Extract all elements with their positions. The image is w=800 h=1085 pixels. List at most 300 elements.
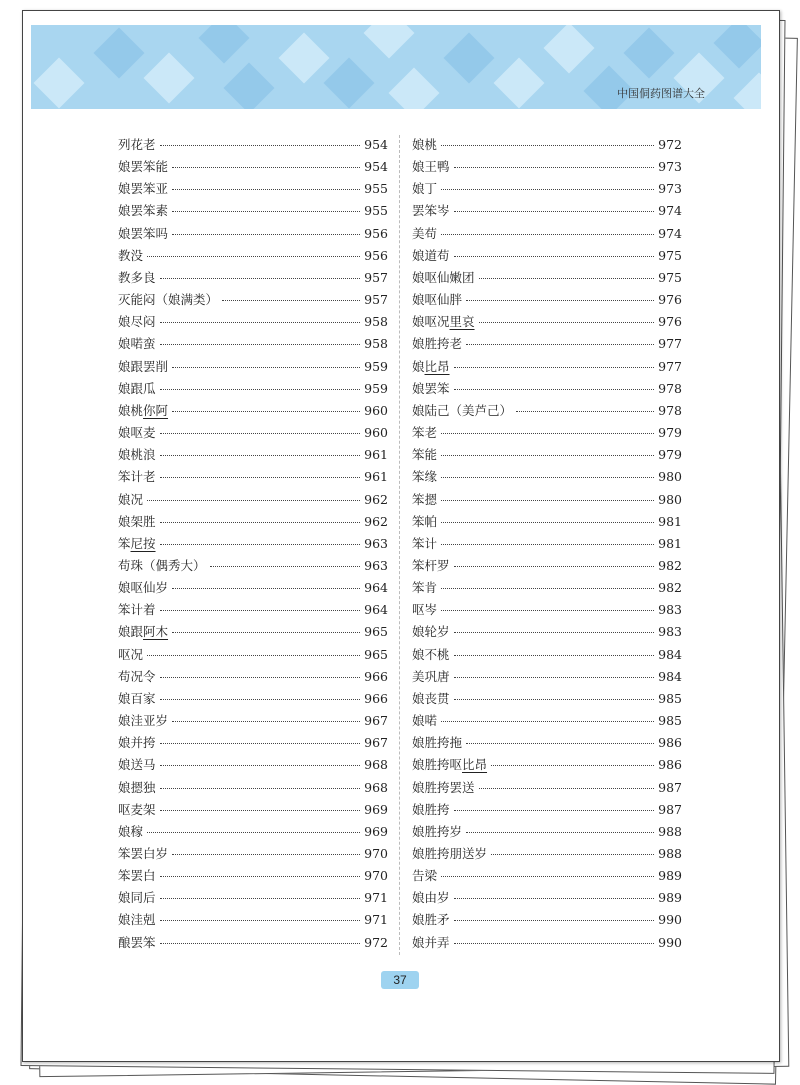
dot-leader <box>160 788 361 789</box>
toc-entry[interactable] <box>412 423 682 445</box>
toc-entry-name <box>412 490 437 508</box>
entry-name-text: 娘丁 <box>412 181 438 197</box>
toc-entry-name <box>412 667 450 685</box>
entry-name-text: 娘况 <box>118 491 144 507</box>
toc-entry-page: 976 <box>658 292 682 308</box>
toc-entry[interactable] <box>118 334 388 356</box>
entry-name-text: 笨肯 <box>412 580 438 596</box>
entry-name-text: 娘呕况 <box>412 314 450 330</box>
toc-entry-page: 955 <box>364 203 388 219</box>
toc-entry-page: 961 <box>364 447 388 463</box>
toc-entry[interactable] <box>118 445 388 467</box>
toc-entry-page: 963 <box>364 557 388 573</box>
dot-leader <box>441 876 654 877</box>
toc-entry-page: 971 <box>364 890 388 906</box>
toc-entry[interactable] <box>412 379 682 401</box>
toc-entry-name <box>412 312 475 330</box>
toc-entry[interactable] <box>412 135 682 157</box>
toc-entry-page: 987 <box>658 801 682 817</box>
toc-entry[interactable] <box>118 379 388 401</box>
toc-entry-page: 983 <box>658 624 682 640</box>
toc-entry[interactable] <box>118 201 388 223</box>
toc-entry-name <box>118 578 168 596</box>
toc-entry-page: 969 <box>364 823 388 839</box>
toc-entry-page: 966 <box>364 690 388 706</box>
toc-entry-name <box>412 379 450 397</box>
entry-name-underlined: 你阿 <box>143 402 169 418</box>
toc-entry[interactable] <box>118 667 388 689</box>
dot-leader <box>160 389 361 390</box>
entry-name-text: 娘王鸭 <box>412 159 450 175</box>
diamond-pattern-shape <box>224 63 275 109</box>
toc-entry-name <box>412 445 437 463</box>
entry-name-text: 娘罢笨素 <box>118 203 169 219</box>
toc-entry-page: 959 <box>364 358 388 374</box>
entry-name-text: 娘胜挎 <box>412 801 450 817</box>
toc-entry-name <box>412 157 450 175</box>
entry-name-text: 笨摁 <box>412 491 438 507</box>
toc-entry-name <box>412 645 450 663</box>
entry-name-text: 娘道苟 <box>412 247 450 263</box>
toc-entry-page: 974 <box>658 203 682 219</box>
dot-leader <box>172 234 360 235</box>
toc-entry-name <box>118 556 206 574</box>
toc-entry[interactable] <box>118 800 388 822</box>
toc-entry-name <box>412 534 437 552</box>
toc-entry-page: 982 <box>658 580 682 596</box>
toc-entry[interactable] <box>412 490 682 512</box>
dot-leader <box>491 854 654 855</box>
dot-leader <box>466 300 654 301</box>
entry-name-text: 笨 <box>118 535 131 551</box>
toc-entry-page: 967 <box>364 713 388 729</box>
toc-entry[interactable] <box>412 667 682 689</box>
toc-entry[interactable] <box>412 357 682 379</box>
dot-leader <box>172 211 360 212</box>
toc-entry[interactable] <box>118 423 388 445</box>
toc-entry[interactable] <box>412 822 682 844</box>
entry-name-text: 娘胜挎拖 <box>412 735 463 751</box>
toc-entry[interactable] <box>412 290 682 312</box>
toc-entry[interactable] <box>412 578 682 600</box>
dot-leader <box>160 699 361 700</box>
toc-entry-page: 960 <box>364 425 388 441</box>
entry-name-text: 笨能 <box>412 447 438 463</box>
toc-entry[interactable] <box>412 534 682 556</box>
toc-entry-name <box>118 490 143 508</box>
toc-entry-page: 965 <box>364 646 388 662</box>
toc-entry-name <box>118 357 168 375</box>
entry-name-text: 呕岑 <box>412 602 438 618</box>
toc-entry-page: 977 <box>658 358 682 374</box>
dot-leader <box>222 300 360 301</box>
entry-name-text: 笨缘 <box>412 469 438 485</box>
toc-entry-page: 985 <box>658 713 682 729</box>
entry-name-text: 娘尽闷 <box>118 314 156 330</box>
entry-name-text: 娘罢笨 <box>412 380 450 396</box>
dot-leader <box>172 632 360 633</box>
toc-entry[interactable] <box>412 512 682 534</box>
dot-leader <box>454 898 655 899</box>
entry-name-text: 娘胜挎朋送岁 <box>412 846 488 861</box>
entry-name-text: 教没 <box>118 247 144 263</box>
toc-entry-page: 986 <box>658 735 682 751</box>
entry-name-text: 苟珠（偶秀大） <box>118 557 206 573</box>
dot-leader <box>479 788 655 789</box>
diamond-pattern-shape <box>199 25 250 63</box>
toc-entry-page: 980 <box>658 491 682 507</box>
toc-entry-name <box>118 600 156 618</box>
entry-name-text: 教多良 <box>118 269 156 285</box>
toc-entry-page: 968 <box>364 757 388 773</box>
toc-entry-name <box>118 512 156 530</box>
dot-leader <box>147 655 360 656</box>
toc-entry[interactable] <box>118 933 388 955</box>
toc-entry-page: 957 <box>364 292 388 308</box>
toc-entry-page: 956 <box>364 225 388 241</box>
entry-name-text: 娘跟瓜 <box>118 380 156 396</box>
toc-entry[interactable] <box>412 157 682 179</box>
toc-entry-page: 978 <box>658 402 682 418</box>
toc-entry[interactable] <box>118 467 388 489</box>
dot-leader <box>147 256 360 257</box>
dot-leader <box>441 234 654 235</box>
toc-entry-name <box>118 844 168 862</box>
dot-leader <box>479 278 655 279</box>
diamond-pattern-shape <box>279 33 330 84</box>
toc-entry[interactable] <box>118 512 388 534</box>
entry-name-text: 娘罢笨能 <box>118 159 169 175</box>
toc-entry[interactable] <box>412 467 682 489</box>
toc-entry-name <box>412 733 462 751</box>
dot-leader <box>454 920 655 921</box>
toc-entry-name <box>118 711 168 729</box>
toc-entry-name <box>118 689 156 707</box>
entry-name-text: 呕况 <box>118 646 144 662</box>
toc-entry[interactable] <box>118 778 388 800</box>
toc-entry-page: 973 <box>658 159 682 175</box>
toc-entry-page: 975 <box>658 247 682 263</box>
toc-entry-page: 981 <box>658 535 682 551</box>
toc-entry-page: 966 <box>364 668 388 684</box>
toc-entry-name <box>412 888 450 906</box>
entry-name-underlined: 阿木 <box>143 624 169 640</box>
toc-entry-name <box>118 622 168 640</box>
toc-entry-name <box>118 755 156 773</box>
entry-name-text: 娘胜矛 <box>412 912 450 928</box>
dot-leader <box>466 832 654 833</box>
toc-entry-name <box>118 645 143 663</box>
toc-entry-name <box>412 334 462 352</box>
toc-entry-name <box>118 800 156 818</box>
toc-entry[interactable] <box>412 334 682 356</box>
toc-entry-name <box>118 423 156 441</box>
toc-entry[interactable] <box>118 224 388 246</box>
toc-entry-page: 961 <box>364 469 388 485</box>
entry-name-underlined: 比昂 <box>424 358 450 374</box>
toc-entry[interactable] <box>118 157 388 179</box>
dot-leader <box>160 743 361 744</box>
toc-entry-name <box>412 179 437 197</box>
toc-entry[interactable] <box>118 179 388 201</box>
toc-entry-page: 984 <box>658 668 682 684</box>
toc-entry-name <box>412 135 437 153</box>
dot-leader <box>454 167 655 168</box>
toc-entry[interactable] <box>412 844 682 866</box>
toc-entry[interactable] <box>412 622 682 644</box>
entry-name-underlined: 比昂 <box>462 757 488 773</box>
dot-leader <box>172 189 360 190</box>
diamond-pattern-shape <box>324 58 375 109</box>
toc-entry-page: 982 <box>658 557 682 573</box>
toc-entry[interactable] <box>118 866 388 888</box>
dot-leader <box>147 832 360 833</box>
entry-name-underlined: 尼按 <box>130 535 156 551</box>
dot-leader <box>160 322 361 323</box>
dot-leader <box>160 344 361 345</box>
toc-entry[interactable] <box>412 888 682 910</box>
dot-leader <box>454 810 655 811</box>
toc-entry-page: 978 <box>658 380 682 396</box>
dot-leader <box>466 743 654 744</box>
entry-name-text: 笨计 <box>412 535 438 551</box>
toc-entry[interactable] <box>412 689 682 711</box>
toc-entry[interactable] <box>118 290 388 312</box>
toc-entry[interactable] <box>118 689 388 711</box>
diamond-pattern-shape <box>714 25 761 68</box>
entry-name-text: 娘由岁 <box>412 890 450 906</box>
toc-entry-name <box>118 401 168 419</box>
entry-name-text: 罢笨岑 <box>412 203 450 219</box>
toc-entry[interactable] <box>118 401 388 423</box>
entry-name-text: 笨罢白岁 <box>118 846 169 861</box>
dot-leader <box>454 632 655 633</box>
toc-entry-page: 962 <box>364 491 388 507</box>
toc-entry[interactable] <box>412 201 682 223</box>
toc-entry[interactable] <box>118 556 388 578</box>
dot-leader <box>454 677 655 678</box>
toc-entry-name <box>412 778 475 796</box>
diamond-pattern-shape <box>494 58 545 109</box>
toc-entry-page: 956 <box>364 247 388 263</box>
entry-name-text: 娘桃 <box>118 402 144 418</box>
dot-leader <box>454 389 655 390</box>
toc-entry[interactable] <box>412 312 682 334</box>
toc-entry[interactable] <box>118 268 388 290</box>
toc-entry-name <box>118 467 156 485</box>
entry-name-text: 娘送马 <box>118 757 156 773</box>
dot-leader <box>160 544 361 545</box>
toc-entry[interactable] <box>412 733 682 755</box>
dot-leader <box>160 278 361 279</box>
toc-entry[interactable] <box>412 179 682 201</box>
dot-leader <box>441 477 654 478</box>
dot-leader <box>160 522 361 523</box>
diamond-pattern-shape <box>624 28 675 79</box>
toc-entry-name <box>118 224 168 242</box>
toc-entry-page: 972 <box>658 137 682 152</box>
dot-leader <box>466 344 654 345</box>
toc-entry[interactable] <box>118 246 388 268</box>
entry-name-text: 娘轮岁 <box>412 624 450 640</box>
toc-entry[interactable] <box>118 534 388 556</box>
toc-entry-name <box>412 467 437 485</box>
toc-entry-name <box>118 866 156 884</box>
toc-entry[interactable] <box>118 578 388 600</box>
toc-entry-name <box>118 667 156 685</box>
toc-entry-page: 955 <box>364 181 388 197</box>
diamond-pattern-shape <box>94 28 145 79</box>
entry-name-text: 笨计着 <box>118 602 156 618</box>
dot-leader <box>160 145 361 146</box>
toc-entry-name <box>118 445 156 463</box>
entry-name-text: 娘胜挎罢送 <box>412 779 475 795</box>
toc-entry[interactable] <box>412 224 682 246</box>
dot-leader <box>441 145 654 146</box>
toc-entry-page: 965 <box>364 624 388 640</box>
toc-entry[interactable] <box>412 445 682 467</box>
entry-name-text: 娘跟 <box>118 624 144 640</box>
toc-entry-page: 976 <box>658 314 682 330</box>
toc-entry-page: 964 <box>364 602 388 618</box>
toc-entry-name <box>412 290 462 308</box>
toc-entry-name <box>118 778 156 796</box>
toc-entry-name <box>118 201 168 219</box>
entry-name-text: 娘罢笨吗 <box>118 225 169 241</box>
toc-entry-page: 990 <box>658 912 682 928</box>
toc-entry[interactable] <box>118 312 388 334</box>
toc-entry-name <box>118 888 156 906</box>
toc-entry-page: 968 <box>364 779 388 795</box>
book-title: 中国侗药图谱大全 <box>617 87 705 100</box>
toc-entry[interactable] <box>118 357 388 379</box>
toc-entry-name <box>412 711 437 729</box>
entry-name-text: 娘罢笨亚 <box>118 181 169 197</box>
toc-entry[interactable] <box>118 600 388 622</box>
toc-entry[interactable] <box>412 401 682 423</box>
entry-name-text: 娘 <box>412 358 425 374</box>
dot-leader <box>160 765 361 766</box>
toc-entry[interactable] <box>412 755 682 777</box>
toc-entry[interactable] <box>412 246 682 268</box>
toc-entry-page: 980 <box>658 469 682 485</box>
toc-entry-page: 962 <box>364 513 388 529</box>
toc-entry-page: 989 <box>658 890 682 906</box>
toc-entry-name <box>412 246 450 264</box>
toc-entry[interactable] <box>412 600 682 622</box>
toc-entry-page: 970 <box>364 868 388 884</box>
toc-entry-page: 983 <box>658 602 682 618</box>
toc-entry-page: 969 <box>364 801 388 817</box>
toc-entry[interactable] <box>118 622 388 644</box>
toc-entry-page: 988 <box>658 846 682 861</box>
toc-entry-page: 970 <box>364 846 388 861</box>
toc-entry-name <box>118 910 156 928</box>
toc-entry-name <box>412 866 437 884</box>
entry-name-text: 笨帕 <box>412 513 438 529</box>
entry-name-text: 娘洼剋 <box>118 912 156 928</box>
toc-entry-page: 984 <box>658 646 682 662</box>
entry-name-text: 娘不桃 <box>412 646 450 662</box>
dot-leader <box>441 522 654 523</box>
toc-entry-name <box>412 423 437 441</box>
toc-entry[interactable] <box>412 866 682 888</box>
toc-entry[interactable] <box>412 268 682 290</box>
toc-entry-name <box>412 933 450 951</box>
toc-entry[interactable] <box>118 711 388 733</box>
page-number-badge: 37 <box>381 971 419 989</box>
toc-entry[interactable] <box>118 733 388 755</box>
dot-leader <box>210 566 361 567</box>
toc-entry[interactable] <box>412 645 682 667</box>
entry-name-text: 娘跟罢削 <box>118 358 169 374</box>
toc-entry[interactable] <box>118 645 388 667</box>
toc-entry[interactable] <box>118 844 388 866</box>
entry-name-text: 酿罢笨 <box>118 934 156 950</box>
entry-name-text: 娘桃 <box>412 137 438 152</box>
toc-entry[interactable] <box>412 910 682 932</box>
entry-name-text: 娘胜挎呕 <box>412 757 463 773</box>
toc-entry-page: 987 <box>658 779 682 795</box>
dot-leader <box>454 943 655 944</box>
toc-entry-name <box>412 357 450 375</box>
toc-entry-name <box>412 689 450 707</box>
toc-entry-name <box>118 312 156 330</box>
diamond-pattern-shape <box>144 53 195 104</box>
toc-entry-name <box>118 179 168 197</box>
entry-name-text: 美巩唐 <box>412 668 450 684</box>
diamond-pattern-shape <box>544 25 595 73</box>
toc-entry-page: 989 <box>658 868 682 884</box>
toc-entry[interactable] <box>118 490 388 512</box>
toc-entry-page: 958 <box>364 336 388 352</box>
toc-entry-name <box>118 822 143 840</box>
dot-leader <box>441 588 654 589</box>
dot-leader <box>441 455 654 456</box>
entry-name-text: 娘呕仙胖 <box>412 292 463 308</box>
toc-entry-name <box>118 268 156 286</box>
entry-name-text: 娘百家 <box>118 690 156 706</box>
toc-entry[interactable] <box>118 755 388 777</box>
toc-entry-name <box>118 246 143 264</box>
toc-entry-page: 988 <box>658 823 682 839</box>
toc-entry[interactable] <box>412 556 682 578</box>
toc-entry[interactable] <box>118 135 388 157</box>
toc-entry-page: 979 <box>658 447 682 463</box>
toc-entry[interactable] <box>412 800 682 822</box>
toc-entry-page: 954 <box>364 137 388 152</box>
toc-entry[interactable] <box>412 778 682 800</box>
toc-entry[interactable] <box>118 888 388 910</box>
toc-entry-name <box>412 401 512 419</box>
toc-entry[interactable] <box>118 910 388 932</box>
toc-entry[interactable] <box>412 933 682 955</box>
diamond-pattern-shape <box>389 68 440 109</box>
toc-entry-page: 986 <box>658 757 682 773</box>
toc-entry-name <box>412 755 487 773</box>
entry-name-text: 灭能闷（娘满类） <box>118 292 219 308</box>
dot-leader <box>147 500 360 501</box>
toc-entry[interactable] <box>412 711 682 733</box>
entry-name-text: 笨杆罗 <box>412 557 450 573</box>
toc-entry[interactable] <box>118 822 388 844</box>
toc-entry-name <box>118 334 156 352</box>
toc-entry-name <box>118 290 218 308</box>
toc-entry-name <box>412 578 437 596</box>
toc-entry-page: 979 <box>658 425 682 441</box>
dot-leader <box>160 943 361 944</box>
diamond-pattern-shape <box>364 25 415 58</box>
